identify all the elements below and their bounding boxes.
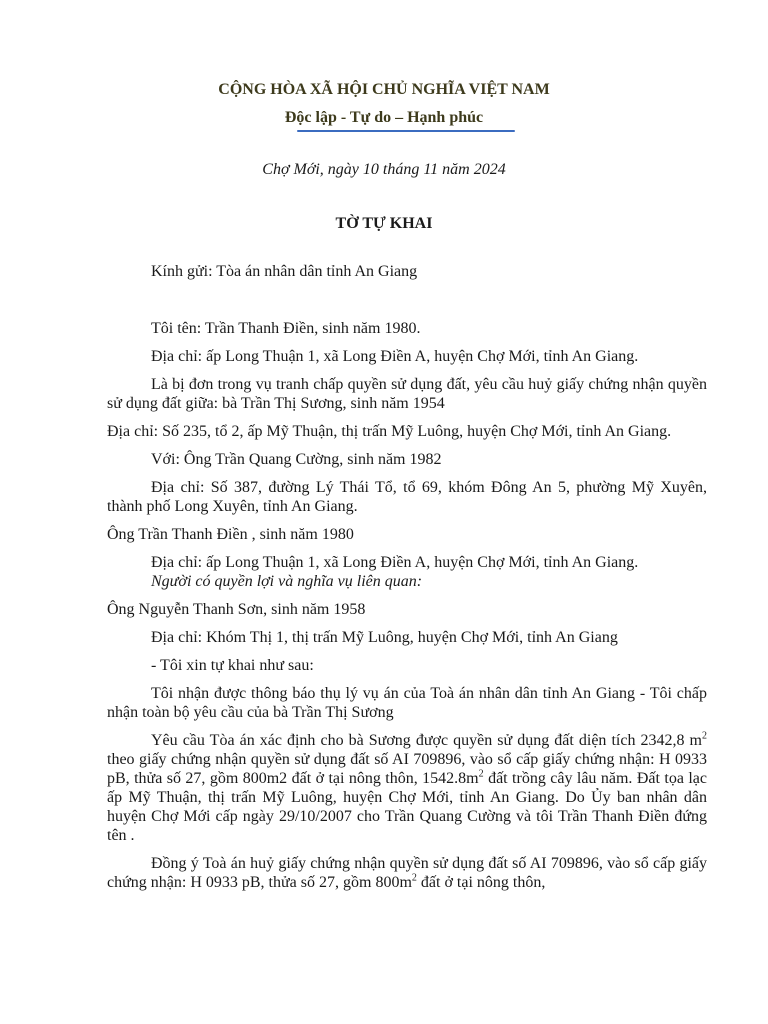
paragraph: Địa chỉ: Số 235, tổ 2, ấp Mỹ Thuận, thị trấn Mỹ Luông, huyện Chợ Mới, tỉnh An Giang.	[107, 423, 672, 440]
recipient: Kính gửi: Tòa án nhân dân tỉnh An Giang	[151, 263, 418, 280]
paragraph: Với: Ông Trần Quang Cường, sinh năm 1982	[151, 451, 442, 468]
paragraph: Địa chỉ: ấp Long Thuận 1, xã Long Điền A, huyện Chợ Mới, tỉnh An Giang.	[151, 554, 639, 571]
paragraph: Đồng ý Toà án huỷ giấy chứng nhận quyền sử dụng đất số AI 709896, vào sổ cấp giấy chứng nhận: H 0933 pB, thửa số 27, gồm $800m^2$ đất ở tại nông thôn,	[107, 855, 707, 891]
paragraph: Ông Trần Thanh Điền , sinh năm 1980	[107, 526, 354, 543]
motto-text: Độc lập - Tự do – Hạnh phúc	[284, 109, 484, 126]
paragraph: Là bị đơn trong vụ tranh chấp quyền sử dụng đất, yêu cầu huỷ giấy chứng nhận quyền sử dụng đất giữa: bà Trần Thị Sương, sinh năm 1954	[107, 376, 707, 412]
document-body	[107, 262, 707, 901]
national-title: CỘNG HÒA XÃ HỘI CHỦ NGHĨA VIỆT NAM	[218, 81, 550, 98]
paragraph: Địa chỉ: Số 387, đường Lý Thái Tổ, tổ 69, khóm Đông An 5, phường Mỹ Xuyên, thành phố Long Xuyên, tỉnh An Giang.	[107, 479, 707, 515]
paragraph: Địa chỉ: ấp Long Thuận 1, xã Long Điền A, huyện Chợ Mới, tỉnh An Giang.	[151, 348, 639, 365]
paragraph-italic: Người có quyền lợi và nghĩa vụ liên quan:	[151, 573, 423, 590]
paragraph: Ông Nguyễn Thanh Sơn, sinh năm 1958	[107, 601, 366, 618]
motto-underline	[297, 130, 515, 132]
paragraph: Yêu cầu Tòa án xác định cho bà Sương được quyền sử dụng đất diện tích 2342,8 $m^2$ theo giấy chứng nhận quyền sử dụng đất số AI 709896, vào sổ cấp giấy chứng nhận: H 0933 pB, thửa số 27, gồm 800m2 đất ở tại nông thôn, $1542.8m^2$ đất trồng cây lâu năm. Đất tọa lạc ấp Mỹ Thuận, thị trấn Mỹ Luông, huyện Chợ Mới, tỉnh An Giang. Do Ủy ban nhân dân huyện Chợ Mới cấp ngày 29/10/2007 cho Trần Quang Cường và tôi Trần Thanh Điền đứng tên .	[107, 730, 707, 844]
national-motto	[0, 109, 768, 127]
paragraph: Địa chỉ: Khóm Thị 1, thị trấn Mỹ Luông, huyện Chợ Mới, tỉnh An Giang	[151, 629, 618, 646]
paragraph: Tôi nhận được thông báo thụ lý vụ án của Toà án nhân dân tỉnh An Giang - Tôi chấp nhận toàn bộ yêu cầu của bà Trần Thị Sương	[107, 685, 707, 721]
place-date: Chợ Mới, ngày 10 tháng 11 năm 2024	[262, 161, 506, 178]
document-title: TỜ TỰ KHAI	[335, 215, 433, 232]
paragraph: Tôi tên: Trần Thanh Điền, sinh năm 1980.	[151, 320, 421, 337]
paragraph: - Tôi xin tự khai như sau:	[151, 657, 314, 674]
